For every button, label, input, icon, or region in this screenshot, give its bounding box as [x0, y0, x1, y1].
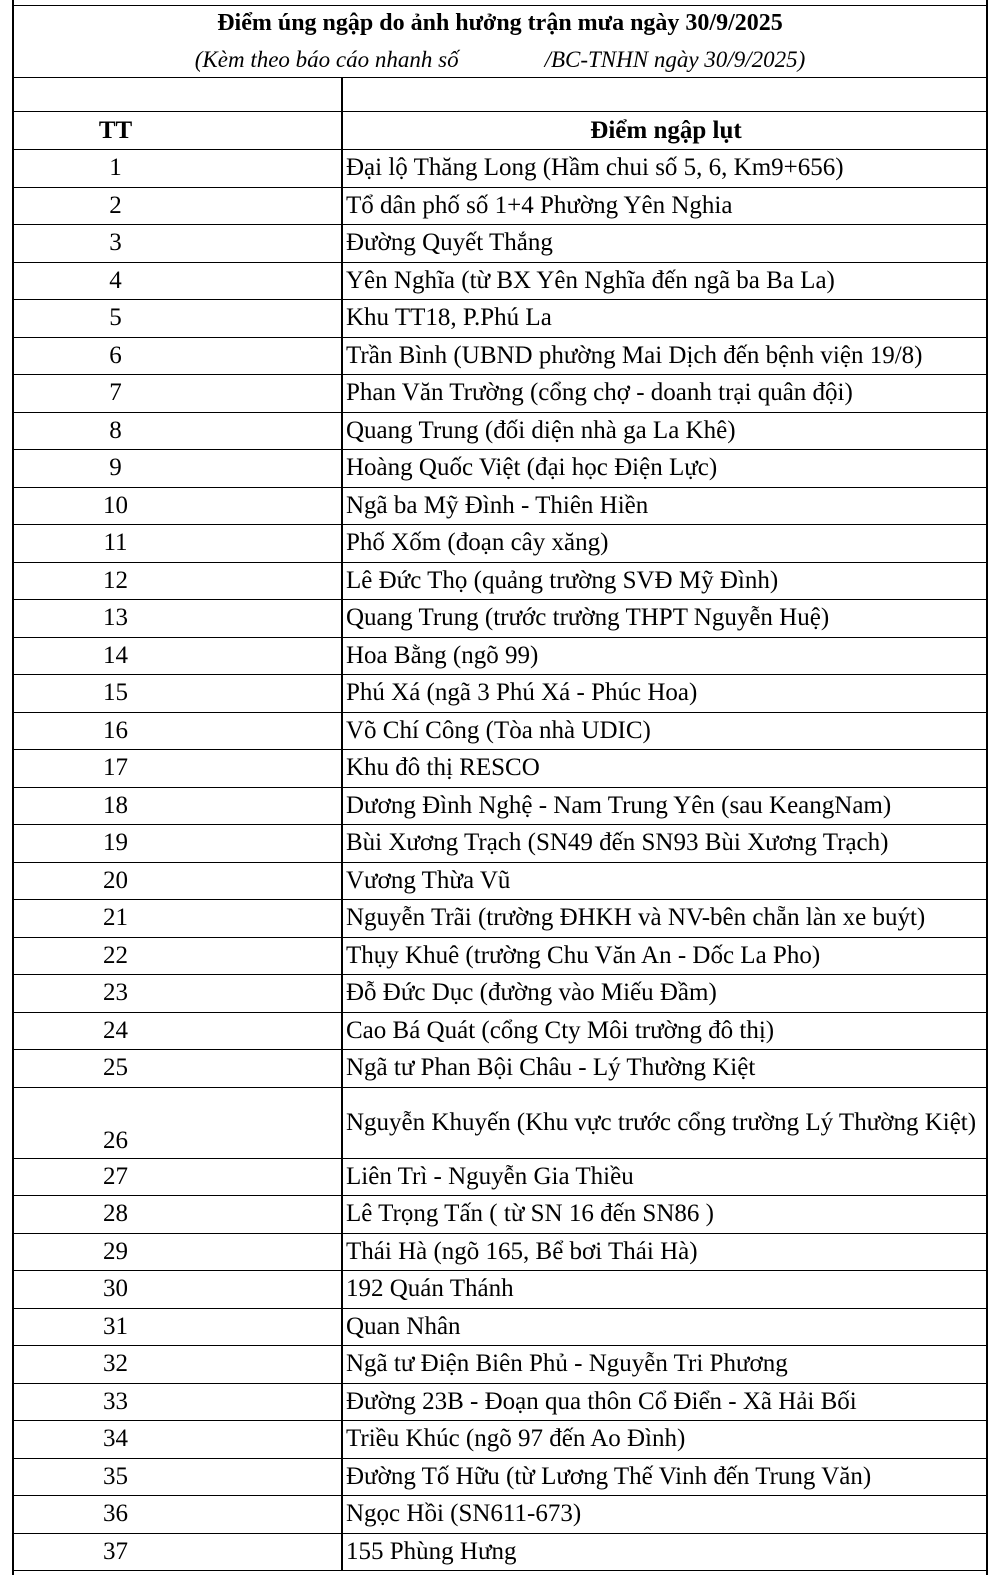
table-row — [14, 1533, 986, 1571]
row-number: 17 — [14, 750, 342, 788]
row-number: 2 — [14, 187, 342, 225]
table-row — [14, 1421, 986, 1459]
flood-point-name: Quang Trung (trước trường THPT Nguyễn Huệ) — [342, 600, 986, 638]
table-row — [14, 1158, 986, 1196]
flood-point-name: Nguyễn Khuyến (Khu vực trước cổng trường Lý Thường Kiệt) — [342, 1087, 986, 1158]
table-row — [14, 712, 986, 750]
flood-point-name: Đại lộ Thăng Long (Hầm chui số 5, 6, Km9+656) — [342, 150, 986, 188]
flood-point-name: Ngã ba Mỹ Đình - Thiên Hiền — [342, 487, 986, 525]
subtitle-left: (Kèm theo báo cáo nhanh số — [194, 47, 459, 72]
flood-point-name: Lê Đức Thọ (quảng trường SVĐ Mỹ Đình) — [342, 562, 986, 600]
column-header-tt: TT — [14, 112, 342, 150]
row-number: 25 — [14, 1050, 342, 1088]
table-row — [14, 937, 986, 975]
row-number: 30 — [14, 1271, 342, 1309]
row-number: 13 — [14, 600, 342, 638]
row-number: 35 — [14, 1458, 342, 1496]
row-number: 36 — [14, 1496, 342, 1534]
flood-point-name: Thái Hà (ngõ 165, Bể bơi Thái Hà) — [342, 1233, 986, 1271]
row-number: 4 — [14, 262, 342, 300]
flood-point-name: Lê Trọng Tấn ( từ SN 16 đến SN86 ) — [342, 1196, 986, 1234]
row-number: 37 — [14, 1533, 342, 1571]
flood-point-name: 192 Quán Thánh — [342, 1271, 986, 1309]
table-row — [14, 1458, 986, 1496]
flood-point-name: Đường Quyết Thắng — [342, 225, 986, 263]
flood-points-table — [14, 78, 986, 1571]
row-number: 11 — [14, 525, 342, 563]
flood-point-name: Dương Đình Nghệ - Nam Trung Yên (sau KeangNam) — [342, 787, 986, 825]
table-row — [14, 825, 986, 863]
flood-point-name: Quang Trung (đối diện nhà ga La Khê) — [342, 412, 986, 450]
table-row — [14, 1308, 986, 1346]
flood-point-name: Ngọc Hồi (SN611-673) — [342, 1496, 986, 1534]
row-number: 8 — [14, 412, 342, 450]
table-row — [14, 750, 986, 788]
table-row — [14, 1233, 986, 1271]
table-row — [14, 225, 986, 263]
table-row — [14, 525, 986, 563]
row-number: 9 — [14, 450, 342, 488]
table-row — [14, 487, 986, 525]
subtitle-right: /BC-TNHN ngày 30/9/2025) — [544, 47, 806, 72]
flood-point-name: Trần Bình (UBND phường Mai Dịch đến bệnh viện 19/8) — [342, 337, 986, 375]
table-row — [14, 1087, 986, 1158]
row-number: 33 — [14, 1383, 342, 1421]
table-row — [14, 1050, 986, 1088]
flood-point-name: Bùi Xương Trạch (SN49 đến SN93 Bùi Xương Trạch) — [342, 825, 986, 863]
row-number: 12 — [14, 562, 342, 600]
table-row — [14, 1012, 986, 1050]
table-row — [14, 300, 986, 338]
flood-point-name: Đường 23B - Đoạn qua thôn Cổ Điển - Xã Hải Bối — [342, 1383, 986, 1421]
flood-point-name: Cao Bá Quát (cổng Cty Môi trường đô thị) — [342, 1012, 986, 1050]
row-number: 28 — [14, 1196, 342, 1234]
flood-point-name: Liên Trì - Nguyễn Gia Thiều — [342, 1158, 986, 1196]
flood-point-name: Triều Khúc (ngõ 97 đến Ao Đình) — [342, 1421, 986, 1459]
table-row — [14, 975, 986, 1013]
table-row — [14, 450, 986, 488]
flood-point-name: Ngã tư Điện Biên Phủ - Nguyễn Tri Phương — [342, 1346, 986, 1384]
row-number: 18 — [14, 787, 342, 825]
row-number: 23 — [14, 975, 342, 1013]
flood-point-name: Khu TT18, P.Phú La — [342, 300, 986, 338]
row-number: 32 — [14, 1346, 342, 1384]
table-row — [14, 600, 986, 638]
table-header-row — [14, 112, 986, 150]
row-number: 27 — [14, 1158, 342, 1196]
table-row — [14, 150, 986, 188]
row-number: 16 — [14, 712, 342, 750]
row-number: 31 — [14, 1308, 342, 1346]
row-number: 5 — [14, 300, 342, 338]
flood-point-name: Đỗ Đức Dục (đường vào Miếu Đầm) — [342, 975, 986, 1013]
table-row — [14, 1346, 986, 1384]
row-number: 21 — [14, 900, 342, 938]
flood-point-name: Khu đô thị RESCO — [342, 750, 986, 788]
row-number: 1 — [14, 150, 342, 188]
flood-points-sheet — [12, 0, 988, 1575]
row-number: 22 — [14, 937, 342, 975]
table-row — [14, 1383, 986, 1421]
table-row — [14, 1496, 986, 1534]
table-row — [14, 412, 986, 450]
page-subtitle — [14, 42, 986, 78]
row-number: 7 — [14, 375, 342, 413]
flood-point-name: Đường Tố Hữu (từ Lương Thế Vinh đến Trung Văn) — [342, 1458, 986, 1496]
row-number: 15 — [14, 675, 342, 713]
flood-point-name: Võ Chí Công (Tòa nhà UDIC) — [342, 712, 986, 750]
flood-point-name: Hoa Bằng (ngõ 99) — [342, 637, 986, 675]
table-row — [14, 262, 986, 300]
row-number: 34 — [14, 1421, 342, 1459]
table-row — [14, 787, 986, 825]
row-number: 19 — [14, 825, 342, 863]
row-number: 20 — [14, 862, 342, 900]
table-row — [14, 562, 986, 600]
row-number: 6 — [14, 337, 342, 375]
row-number: 29 — [14, 1233, 342, 1271]
table-row — [14, 900, 986, 938]
table-row — [14, 637, 986, 675]
blank-row — [14, 78, 986, 112]
flood-point-name: Quan Nhân — [342, 1308, 986, 1346]
column-header-name: Điểm ngập lụt — [342, 112, 986, 150]
flood-point-name: Yên Nghĩa (từ BX Yên Nghĩa đến ngã ba Ba La) — [342, 262, 986, 300]
row-number: 26 — [14, 1087, 342, 1158]
table-row — [14, 675, 986, 713]
page-title: Điểm úng ngập do ảnh hưởng trận mưa ngày 30/9/2025 — [14, 5, 986, 42]
flood-point-name: Hoàng Quốc Việt (đại học Điện Lực) — [342, 450, 986, 488]
row-number: 3 — [14, 225, 342, 263]
flood-point-name: Thụy Khuê (trường Chu Văn An - Dốc La Pho) — [342, 937, 986, 975]
flood-point-name: Ngã tư Phan Bội Châu - Lý Thường Kiệt — [342, 1050, 986, 1088]
flood-point-name: Vương Thừa Vũ — [342, 862, 986, 900]
table-row — [14, 862, 986, 900]
row-number: 10 — [14, 487, 342, 525]
table-row — [14, 1196, 986, 1234]
table-row — [14, 375, 986, 413]
row-number: 24 — [14, 1012, 342, 1050]
table-row — [14, 187, 986, 225]
flood-point-name: Phú Xá (ngã 3 Phú Xá - Phúc Hoa) — [342, 675, 986, 713]
table-row — [14, 1271, 986, 1309]
flood-point-name: Phố Xốm (đoạn cây xăng) — [342, 525, 986, 563]
row-number: 14 — [14, 637, 342, 675]
flood-point-name: Nguyễn Trãi (trường ĐHKH và NV-bên chẵn làn xe buýt) — [342, 900, 986, 938]
flood-point-name: Phan Văn Trường (cổng chợ - doanh trại quân đội) — [342, 375, 986, 413]
flood-point-name: 155 Phùng Hưng — [342, 1533, 986, 1571]
flood-point-name: Tổ dân phố số 1+4 Phường Yên Nghia — [342, 187, 986, 225]
table-row — [14, 337, 986, 375]
